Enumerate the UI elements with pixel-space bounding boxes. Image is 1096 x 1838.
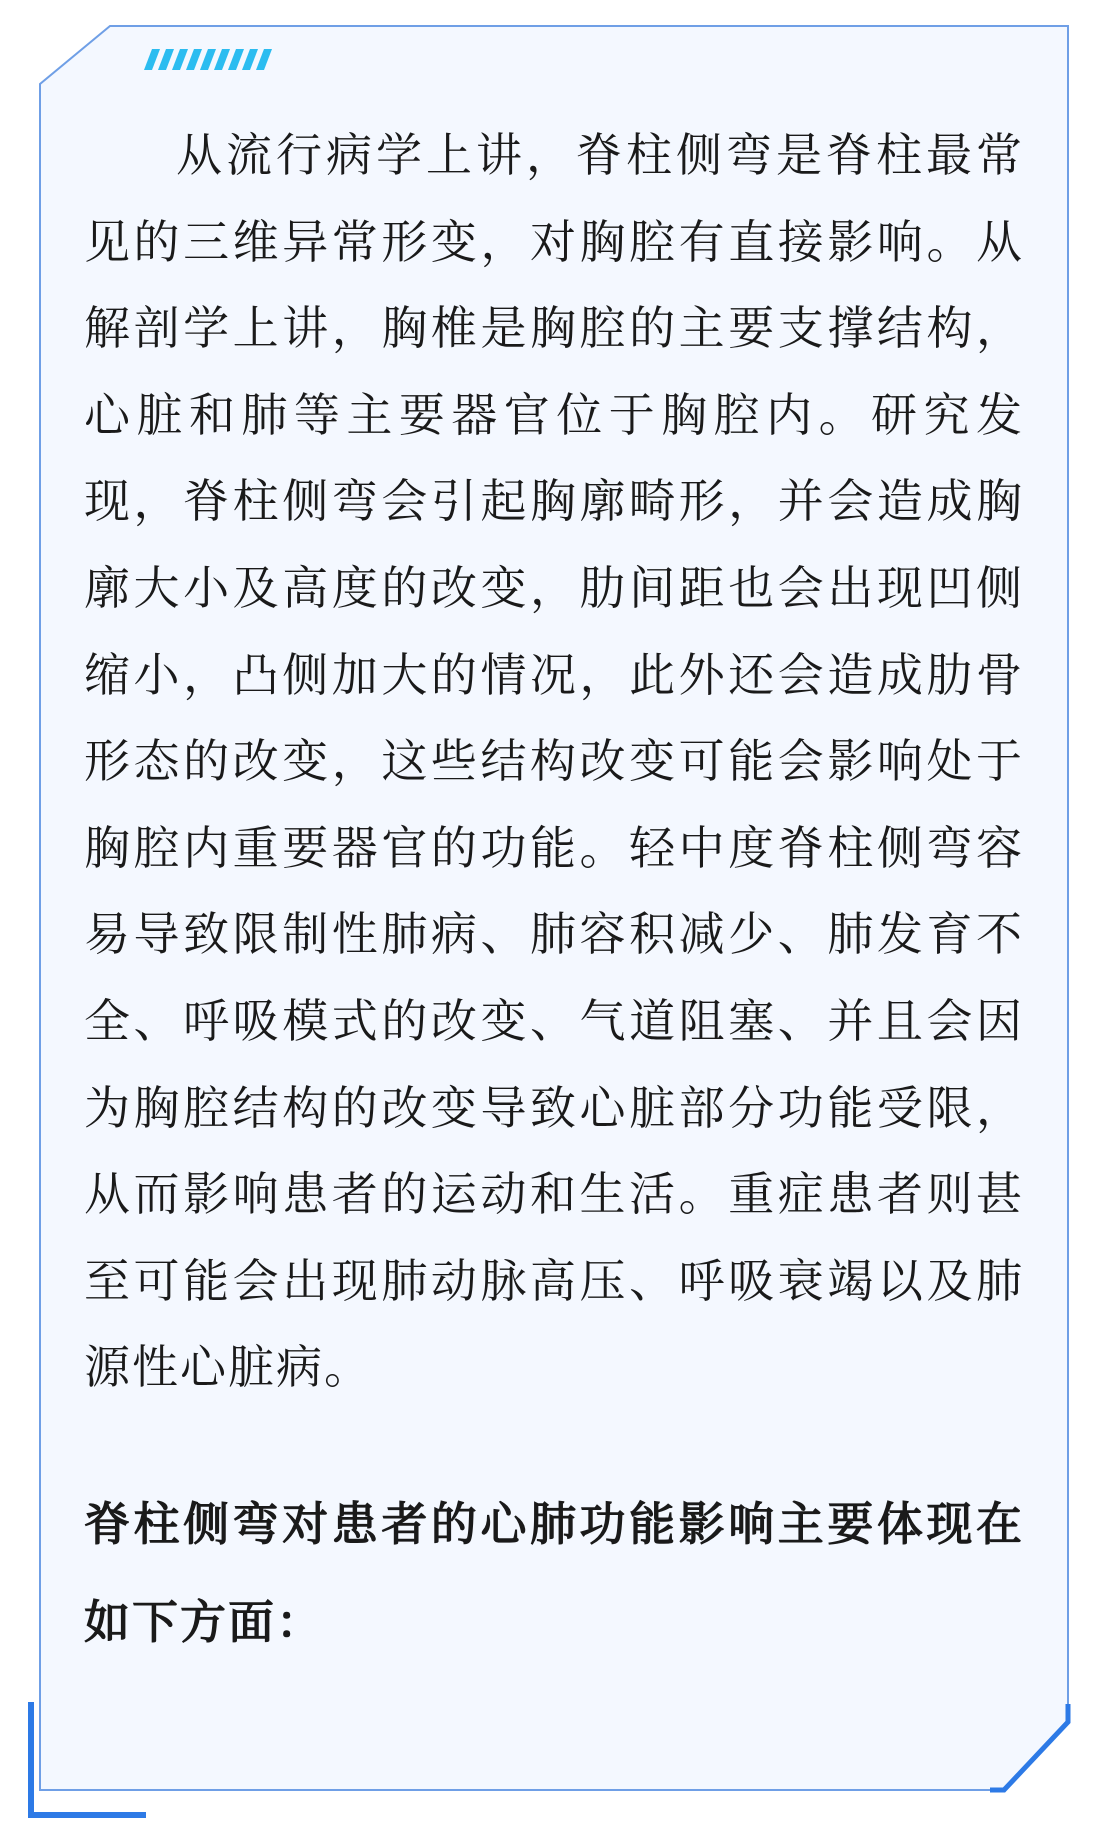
article-content — [84, 112, 1024, 1671]
accent-bar-bottom — [28, 1812, 146, 1818]
accent-bar-left — [28, 1702, 34, 1818]
section-heading: 脊柱侧弯对患者的心肺功能影响主要体现在如下方面： — [84, 1496, 1024, 1649]
body-paragraph: 从流行病学上讲，脊柱侧弯是脊柱最常见的三维异常形变，对胸腔有直接影响。从解剖学上讲，胸椎是胸腔的主要支撑结构，心脏和肺等主要器官位于胸腔内。研究发现，脊柱侧弯会引起胸廓畸形，并会造成胸廓大小及高度的改变，肋间距也会出现凹侧缩小，凸侧加大的情况，此外还会造成肋骨形态的改变，这些结构改变可能会影响处于胸腔内重要器官的功能。轻中度脊柱侧弯容易导致限制性肺病、肺容积减少、肺发育不全、呼吸模式的改变、气道阻塞、并且会因为胸腔结构的改变导致心脏部分功能受限，从而影响患者的运动和生活。重症患者则甚至可能会出现肺动脉高压、呼吸衰竭以及肺源性心脏病。 — [84, 128, 1024, 1395]
